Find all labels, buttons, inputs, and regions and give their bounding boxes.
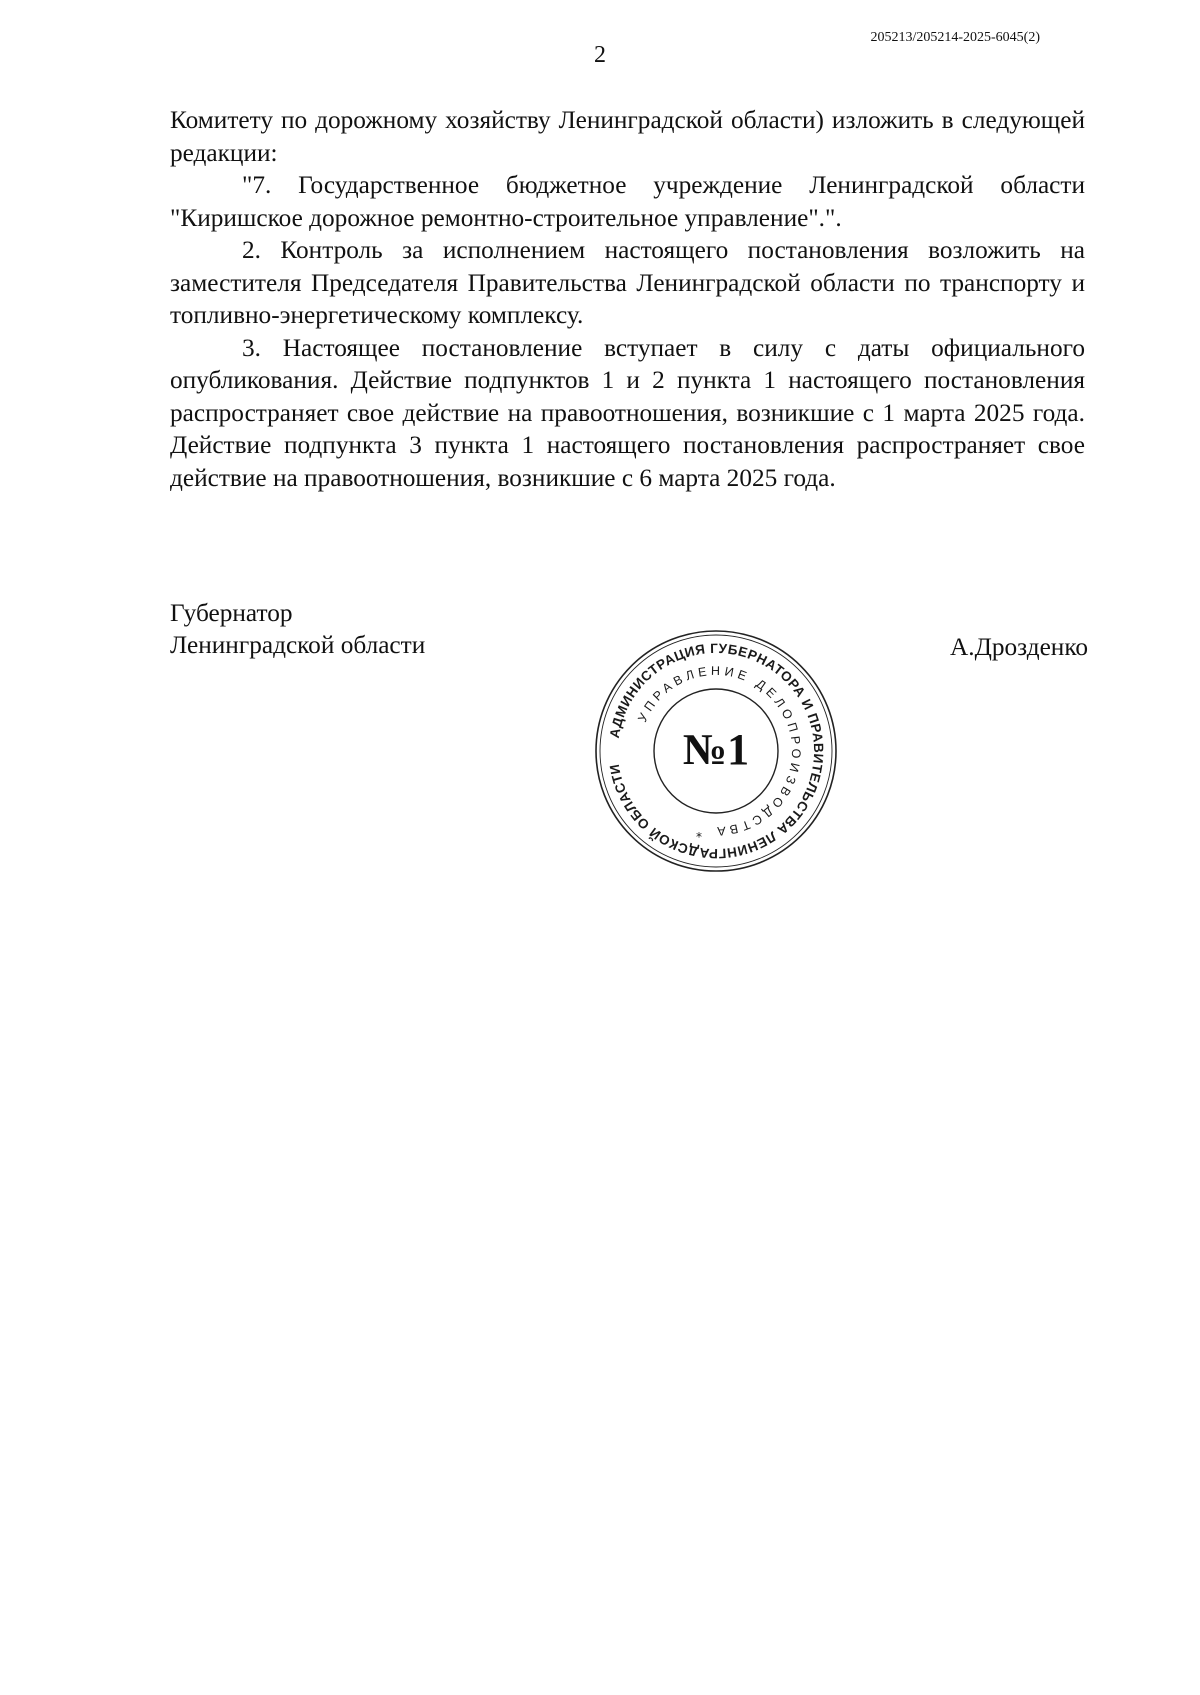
seal-inner-text: УПРАВЛЕНИЕ ДЕЛОПРОИЗВОДСТВА bbox=[635, 663, 804, 839]
seal-outer-text: АДМИНИСТРАЦИЯ ГУБЕРНАТОРА И ПРАВИТЕЛЬСТВА ЛЕНИНГРАДСКОЙ ОБЛАСТИ bbox=[606, 640, 827, 862]
seal-star-icon: * bbox=[696, 830, 702, 844]
seal-graphic bbox=[593, 628, 839, 874]
signature-block bbox=[170, 597, 425, 661]
signer-position-line2: Ленинградской области bbox=[170, 631, 426, 659]
document-id: 205213/205214-2025-6045(2) bbox=[870, 30, 1040, 45]
seal-center-number: №1 bbox=[682, 725, 750, 774]
paragraph-continuation: Комитету по дорожному хозяйству Ленинградской области) изложить в следующей редакции: bbox=[170, 106, 1085, 167]
signer-name: А.Дрозденко bbox=[950, 633, 1088, 661]
paragraph-item-3: 3. Настоящее постановление вступает в силу с даты официального опубликования. Действие подпунктов 1 и 2 пункта 1 настоящего постановления распространяет свое действие на правоотношения, возникшие с 1 марта 2025 года. Действие подпункта 3 пункта 1 настоящего постановления распространяет свое действие на правоотношения, возникшие с 6 марта 2025 года. bbox=[170, 333, 1085, 492]
signer-position-line1: Губернатор bbox=[170, 599, 293, 627]
paragraph-item-2: 2. Контроль за исполнением настоящего постановления возложить на заместителя Председателя Правительства Ленинградской области по транспорту и топливно-энергетическому комплексу. bbox=[170, 236, 1085, 329]
official-seal bbox=[593, 628, 839, 874]
paragraph-quoted-item-7: "7. Государственное бюджетное учреждение Ленинградской области "Киришское дорожное ремонтно-строительное управление".". bbox=[170, 171, 1085, 232]
page-number: 2 bbox=[594, 42, 606, 68]
document-body bbox=[170, 104, 1085, 494]
